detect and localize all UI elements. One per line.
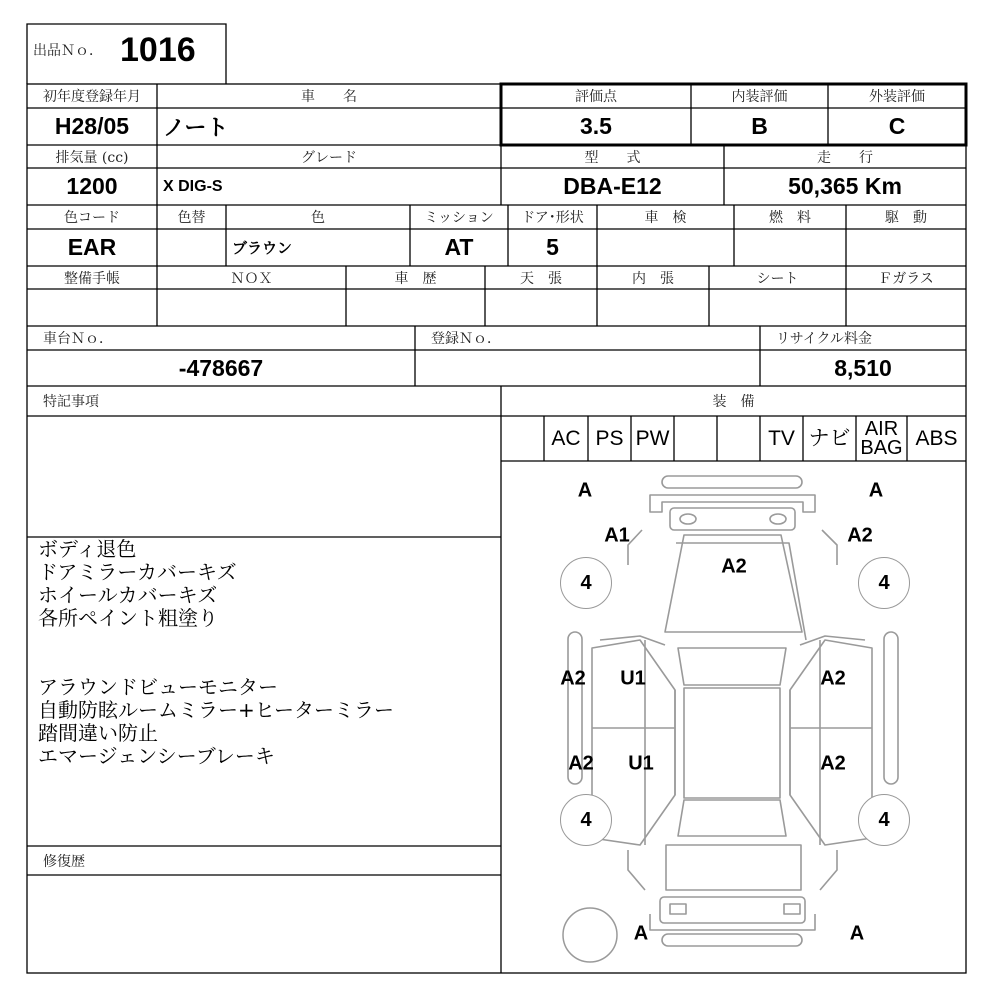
equipment-abs: ABS [915, 427, 958, 450]
exterior-rating-value: C [888, 113, 906, 139]
recycle-fee-value: 8,510 [834, 354, 892, 381]
note-line: ドアミラーカバーキズ [38, 560, 237, 584]
equipment-navi: ナビ [808, 427, 851, 450]
grade-label: グレード [301, 149, 357, 166]
color-label: 色 [311, 210, 325, 226]
note-line: 踏間違い防止 [38, 721, 158, 745]
equipment-item [717, 416, 760, 461]
equipment-tv: TV [768, 427, 795, 450]
car-diagram [501, 461, 966, 973]
lot-number-label: 出品Ｎｏ． [33, 43, 103, 59]
tire-rear-left: 4 [560, 794, 612, 846]
note-line: 各所ペイント粗塗り [38, 606, 218, 630]
chassis-number-value: -478667 [178, 354, 264, 381]
car-name-label: 車 名 [301, 89, 357, 105]
color-code-value: EAR [67, 234, 117, 260]
sunroof-label: 天 張 [520, 270, 562, 287]
drive-label: 駆 動 [885, 210, 927, 226]
damage-front-right: A [868, 479, 884, 502]
score-label: 評価点 [575, 89, 617, 105]
interior-rating-value: B [751, 113, 768, 139]
door-shape-value: 5 [546, 234, 559, 260]
equipment-ps: PS [595, 427, 624, 450]
interior-rating-label: 内装評価 [731, 89, 788, 105]
equipment-item [674, 416, 717, 461]
model-label: 型 式 [584, 149, 641, 166]
interior-trim-label: 内 張 [632, 270, 674, 287]
note-line: アラウンドビューモニター [38, 675, 278, 699]
inspection-label: 車 検 [644, 210, 687, 226]
color-code-label: 色コード [64, 210, 120, 226]
displacement-label: 排気量 (cc) [55, 149, 129, 166]
repair-history-label: 修復歴 [43, 853, 85, 870]
note-line: ボディ退色 [38, 537, 137, 561]
chassis-number-label: 車台Ｎｏ． [43, 331, 113, 347]
transmission-value: AT [444, 234, 474, 260]
damage-left-front-sill: U1 [620, 667, 646, 690]
damage-front-bumper: A1 [604, 524, 630, 547]
repaint-label: 色替 [177, 210, 206, 226]
door-shape-label: ドア･形状 [521, 210, 584, 226]
tire-front-left: 4 [560, 557, 612, 609]
displacement-value: 1200 [66, 173, 118, 199]
first-registration-value: H28/05 [54, 113, 130, 139]
damage-front-right-fender: A2 [847, 524, 873, 547]
note-line: エマージェンシーブレーキ [38, 744, 275, 768]
mileage-value: 50,365 Km [788, 173, 902, 199]
damage-right-front-door: A2 [820, 667, 846, 690]
front-glass-label: Ｆガラス [878, 270, 934, 287]
damage-left-front-door: A2 [560, 667, 586, 690]
notes-label: 特記事項 [43, 394, 99, 410]
score-value: 3.5 [580, 113, 612, 139]
damage-right-rear-door: A2 [820, 752, 846, 775]
note-line: ホイールカバーキズ [38, 583, 218, 607]
model-value: DBA-E12 [563, 173, 662, 199]
registration-number-label: 登録Ｎｏ． [431, 331, 501, 347]
car-name-value: ノート [163, 116, 229, 141]
equipment-airbag: AIR BAG [860, 417, 903, 459]
registration-number-value [415, 350, 760, 386]
damage-left-rear-door: A2 [568, 752, 594, 775]
note-line: 自動防眩ルームミラー+ヒーターミラー [38, 698, 394, 722]
damage-rear-right: A [849, 922, 865, 945]
equipment-pw: PW [635, 427, 670, 450]
damage-hood: A2 [721, 555, 747, 578]
tire-rear-right: 4 [858, 794, 910, 846]
nox-label: ＮＯＸ [230, 270, 273, 287]
drive-value [846, 229, 966, 266]
equipment-item [501, 416, 544, 461]
mileage-label: 走 行 [817, 149, 873, 166]
damage-rear-left: A [633, 922, 649, 945]
first-registration-label: 初年度登録年月 [43, 89, 141, 105]
fuel-label: 燃 料 [769, 210, 811, 226]
equipment-label: 装 備 [712, 394, 755, 410]
maintenance-record-label: 整備手帳 [64, 270, 120, 287]
inspection-value [597, 229, 734, 266]
color-value: ブラウン [232, 239, 293, 257]
equipment-ac: AC [551, 427, 581, 450]
tire-front-right: 4 [858, 557, 910, 609]
lot-number-value: 1016 [120, 30, 196, 69]
repaint-value [157, 229, 226, 266]
transmission-label: ミッション [424, 210, 494, 226]
seat-label: シート [756, 270, 799, 287]
grade-value: X DIG-S [163, 177, 223, 195]
exterior-rating-label: 外装評価 [869, 89, 925, 105]
vehicle-history-label: 車 歴 [394, 270, 437, 287]
damage-left-rear-sill: U1 [628, 752, 654, 775]
fuel-value [734, 229, 846, 266]
recycle-fee-label: リサイクル料金 [776, 331, 873, 347]
damage-front-left: A [577, 479, 593, 502]
